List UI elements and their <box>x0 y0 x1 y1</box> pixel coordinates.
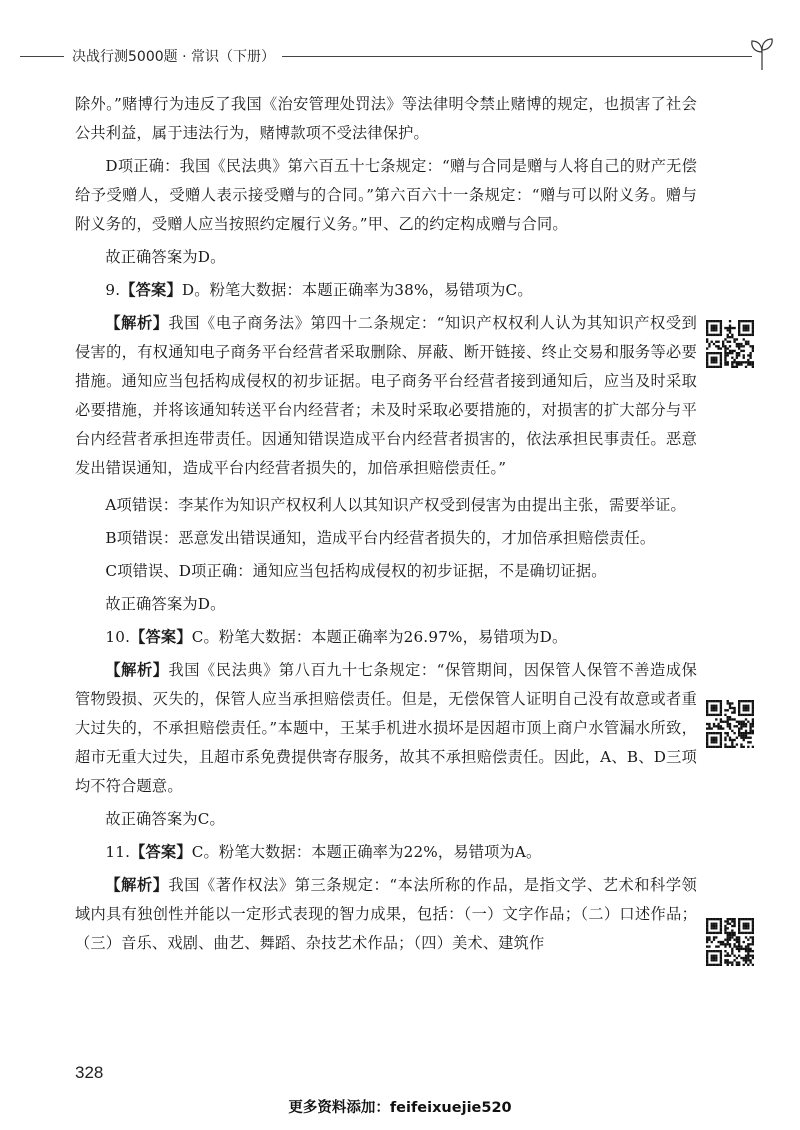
section-tag: 【解析】 <box>105 876 169 894</box>
paragraph-text: D。粉笔大数据：本题正确率为38%，易错项为C。 <box>181 281 533 299</box>
paragraph <box>75 152 697 239</box>
paragraph-text: 我国《著作权法》第三条规定：“本法所称的作品，是指文学、艺术和科学领域内具有独创性并能以一定形式表现的智力成果，包括：（一）文字作品；（二）口述作品；（三）音乐、戏剧、曲艺、舞蹈、杂技艺术作品；（四）美术、建筑作 <box>75 876 697 952</box>
paragraph <box>75 524 697 553</box>
paragraph-text: C项错误、D项正确：通知应当包括构成侵权的初步证据，不是确切证据。 <box>105 562 607 580</box>
paragraph-text: 故正确答案为C。 <box>105 810 225 828</box>
qr-code-icon[interactable] <box>706 320 754 368</box>
paragraph-text: 故正确答案为D。 <box>105 248 226 266</box>
paragraph <box>75 838 697 867</box>
paragraph-text: D项正确：我国《民法典》第六百五十七条规定：“赠与合同是赠与人将自己的财产无偿给予受赠人，受赠人表示接受赠与的合同。”第六百六十一条规定：“赠与可以附义务。赠与附义务的，受赠人应当按照约定履行义务。”甲、乙的约定构成赠与合同。 <box>75 157 697 233</box>
paragraph <box>75 276 697 305</box>
paragraph <box>75 656 697 801</box>
paragraph <box>75 309 697 483</box>
paragraph-text: C。粉笔大数据：本题正确率为26.97%，易错项为D。 <box>191 628 568 646</box>
paragraph <box>75 491 697 520</box>
book-title: 决战行测5000题 · 常识（下册） <box>72 49 275 65</box>
paragraph-text: C。粉笔大数据：本题正确率为22%，易错项为A。 <box>191 843 542 861</box>
paragraph <box>75 805 697 834</box>
question-number: 9. <box>105 281 121 299</box>
sprout-icon <box>748 34 776 70</box>
section-tag: 【答案】 <box>130 843 192 861</box>
footer-note: 更多资料添加：feifeixuejie520 <box>288 1100 512 1116</box>
paragraph <box>75 243 697 272</box>
paragraph <box>75 590 697 619</box>
paragraph <box>75 871 697 958</box>
page-body <box>75 90 697 962</box>
qr-code-icon[interactable] <box>706 918 754 966</box>
paragraph <box>75 557 697 586</box>
running-header <box>20 42 760 72</box>
question-number: 10. <box>105 628 131 646</box>
header-rule-right <box>282 56 752 57</box>
paragraph-text: A项错误：李某作为知识产权权利人以其知识产权受到侵害为由提出主张，需要举证。 <box>105 496 686 514</box>
paragraph-text: 我国《民法典》第八百九十七条规定：“保管期间，因保管人保管不善造成保管物毁损、灭失的，保管人应当承担赔偿责任。但是，无偿保管人证明自己没有故意或者重大过失的，不承担赔偿责任。”本题中，王某手机进水损坏是因超市顶上商户水管漏水所致，超市无重大过失，且超市系免费提供寄存服务，故其不承担赔偿责任。因此，A、B、D三项均不符合题意。 <box>75 661 697 795</box>
paragraph-text: 除外。”赌博行为违反了我国《治安管理处罚法》等法律明令禁止赌博的规定，也损害了社会公共利益，属于违法行为，赌博款项不受法律保护。 <box>75 95 697 142</box>
section-tag: 【答案】 <box>130 628 192 646</box>
page-number: 328 <box>75 1063 104 1082</box>
section-tag: 【解析】 <box>105 314 169 332</box>
header-rule-left <box>20 56 64 57</box>
qr-code-icon[interactable] <box>706 700 754 748</box>
paragraph-text: B项错误：恶意发出错误通知，造成平台内经营者损失的，才加倍承担赔偿责任。 <box>105 529 656 547</box>
paragraph <box>75 90 697 148</box>
question-number: 11. <box>105 843 131 861</box>
section-tag: 【答案】 <box>120 281 182 299</box>
paragraph-text: 故正确答案为D。 <box>105 595 226 613</box>
paragraph-text: 我国《电子商务法》第四十二条规定：“知识产权权利人认为其知识产权受到侵害的，有权通知电子商务平台经营者采取删除、屏蔽、断开链接、终止交易和服务等必要措施。通知应当包括构成侵权的初步证据。电子商务平台经营者接到通知后，应当及时采取必要措施，并将该通知转送平台内经营者；未及时采取必要措施的，对损害的扩大部分与平台内经营者承担连带责任。因通知错误造成平台内经营者损害的，依法承担民事责任。恶意发出错误通知，造成平台内经营者损失的，加倍承担赔偿责任。” <box>75 314 697 477</box>
section-tag: 【解析】 <box>105 661 169 679</box>
paragraph <box>75 623 697 652</box>
